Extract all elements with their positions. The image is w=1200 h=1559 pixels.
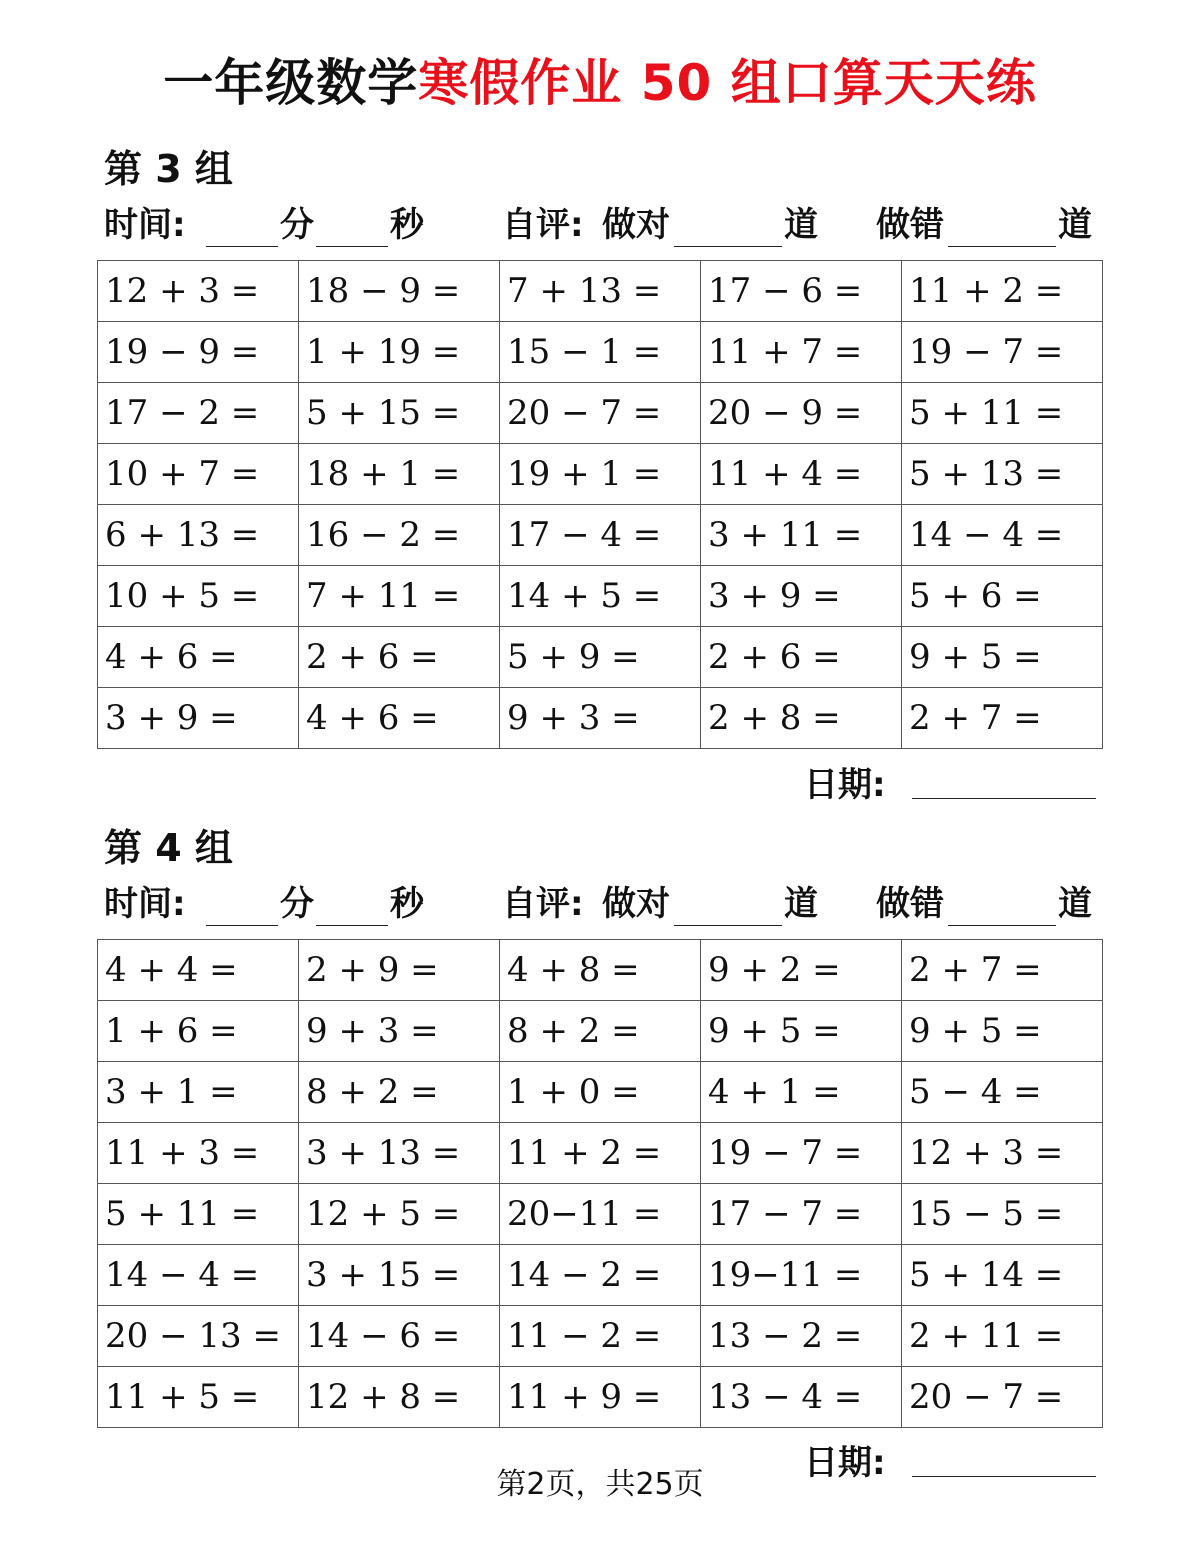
problem-cell[interactable]: 4 + 6 = (98, 627, 299, 688)
problem-cell[interactable]: 11 + 7 = (701, 322, 902, 383)
problem-cell[interactable]: 9 + 2 = (701, 940, 902, 1001)
minute-label: 分 (280, 205, 314, 245)
date-blank[interactable] (912, 798, 1096, 799)
minute-label: 分 (280, 884, 314, 924)
problem-cell[interactable]: 19 − 7 = (701, 1123, 902, 1184)
page-title-red: 寒假作业 50 组口算天天练 (418, 54, 1037, 112)
problem-cell[interactable]: 2 + 6 = (299, 627, 500, 688)
problem-cell[interactable]: 10 + 5 = (98, 566, 299, 627)
problem-cell[interactable]: 11 + 2 = (500, 1123, 701, 1184)
problem-cell[interactable]: 2 + 6 = (701, 627, 902, 688)
problem-cell[interactable]: 17 − 6 = (701, 261, 902, 322)
problem-cell[interactable]: 11 + 3 = (98, 1123, 299, 1184)
time-label: 时间: (104, 205, 186, 245)
wrong-unit: 道 (1058, 884, 1092, 924)
problem-cell[interactable]: 5 − 4 = (902, 1062, 1103, 1123)
problem-cell[interactable]: 1 + 6 = (98, 1001, 299, 1062)
problem-cell[interactable]: 13 − 4 = (701, 1367, 902, 1428)
problem-cell[interactable]: 5 + 9 = (500, 627, 701, 688)
table-row (98, 261, 1103, 322)
problem-cell[interactable]: 14 − 4 = (98, 1245, 299, 1306)
minute-blank[interactable] (206, 887, 278, 926)
problem-cell[interactable]: 11 + 4 = (701, 444, 902, 505)
table-row (98, 1123, 1103, 1184)
problem-table (97, 260, 1103, 749)
wrong-unit: 道 (1058, 205, 1092, 245)
problem-cell[interactable]: 3 + 15 = (299, 1245, 500, 1306)
problem-cell[interactable]: 1 + 19 = (299, 322, 500, 383)
problem-cell[interactable]: 18 − 9 = (299, 261, 500, 322)
problem-cell[interactable]: 12 + 8 = (299, 1367, 500, 1428)
problem-cell[interactable]: 9 + 3 = (500, 688, 701, 749)
info-row (104, 884, 1104, 931)
page-footer: 第2页，共25页 (496, 1467, 704, 1502)
table-row (98, 627, 1103, 688)
problem-cell[interactable]: 11 − 2 = (500, 1306, 701, 1367)
problem-cell[interactable]: 19 − 9 = (98, 322, 299, 383)
problem-cell[interactable]: 16 − 2 = (299, 505, 500, 566)
problem-cell[interactable]: 9 + 5 = (902, 627, 1103, 688)
problem-cell[interactable]: 5 + 11 = (98, 1184, 299, 1245)
date-label: 日期: (804, 1443, 886, 1483)
problem-cell[interactable]: 5 + 14 = (902, 1245, 1103, 1306)
problem-cell[interactable]: 17 − 4 = (500, 505, 701, 566)
problem-cell[interactable]: 12 + 3 = (902, 1123, 1103, 1184)
second-label: 秒 (390, 884, 424, 924)
problem-cell[interactable]: 8 + 2 = (299, 1062, 500, 1123)
table-row (98, 1062, 1103, 1123)
problem-cell[interactable]: 3 + 1 = (98, 1062, 299, 1123)
problem-cell[interactable]: 5 + 13 = (902, 444, 1103, 505)
correct-label: 做对 (602, 884, 670, 924)
table-row (98, 1184, 1103, 1245)
table-row (98, 444, 1103, 505)
problem-cell[interactable]: 6 + 13 = (98, 505, 299, 566)
wrong-blank[interactable] (948, 887, 1056, 926)
wrong-label: 做错 (876, 205, 944, 245)
problem-cell[interactable]: 18 + 1 = (299, 444, 500, 505)
problem-cell[interactable]: 2 + 8 = (701, 688, 902, 749)
table-row (98, 1367, 1103, 1428)
problem-cell[interactable]: 19−11 = (701, 1245, 902, 1306)
correct-unit: 道 (784, 884, 818, 924)
problem-cell[interactable]: 9 + 5 = (701, 1001, 902, 1062)
second-label: 秒 (390, 205, 424, 245)
wrong-blank[interactable] (948, 208, 1056, 247)
problem-table (97, 939, 1103, 1428)
problem-cell[interactable]: 8 + 2 = (500, 1001, 701, 1062)
problem-cell[interactable]: 20 − 7 = (500, 383, 701, 444)
problem-cell[interactable]: 5 + 11 = (902, 383, 1103, 444)
table-row (98, 1001, 1103, 1062)
date-label: 日期: (804, 765, 886, 805)
table-row (98, 505, 1103, 566)
problem-cell[interactable]: 3 + 9 = (98, 688, 299, 749)
problem-cell[interactable]: 19 + 1 = (500, 444, 701, 505)
correct-unit: 道 (784, 205, 818, 245)
problem-cell[interactable]: 15 − 1 = (500, 322, 701, 383)
problem-cell[interactable]: 20−11 = (500, 1184, 701, 1245)
info-row (104, 205, 1104, 252)
date-row (804, 765, 1104, 812)
second-blank[interactable] (316, 208, 388, 247)
table-row (98, 688, 1103, 749)
problem-cell[interactable]: 20 − 13 = (98, 1306, 299, 1367)
problem-cell[interactable]: 14 + 5 = (500, 566, 701, 627)
group-title: 第 3 组 (104, 147, 233, 191)
time-label: 时间: (104, 884, 186, 924)
problem-cell[interactable]: 17 − 7 = (701, 1184, 902, 1245)
problem-cell[interactable]: 5 + 15 = (299, 383, 500, 444)
problem-cell[interactable]: 4 + 1 = (701, 1062, 902, 1123)
problem-cell[interactable]: 4 + 4 = (98, 940, 299, 1001)
problem-cell[interactable]: 12 + 3 = (98, 261, 299, 322)
problem-cell[interactable]: 14 − 4 = (902, 505, 1103, 566)
problem-cell[interactable]: 2 + 11 = (902, 1306, 1103, 1367)
self-eval-label: 自评: (502, 884, 584, 924)
minute-blank[interactable] (206, 208, 278, 247)
problem-cell[interactable]: 13 − 2 = (701, 1306, 902, 1367)
problem-cell[interactable]: 10 + 7 = (98, 444, 299, 505)
table-row (98, 383, 1103, 444)
problem-cell[interactable]: 2 + 7 = (902, 940, 1103, 1001)
problem-cell[interactable]: 2 + 7 = (902, 688, 1103, 749)
problem-cell[interactable]: 15 − 5 = (902, 1184, 1103, 1245)
problem-cell[interactable]: 7 + 11 = (299, 566, 500, 627)
problem-cell[interactable]: 11 + 5 = (98, 1367, 299, 1428)
problem-cell[interactable]: 9 + 5 = (902, 1001, 1103, 1062)
table-row (98, 940, 1103, 1001)
correct-label: 做对 (602, 205, 670, 245)
problem-cell[interactable]: 3 + 13 = (299, 1123, 500, 1184)
problem-cell[interactable]: 5 + 6 = (902, 566, 1103, 627)
problem-cell[interactable]: 2 + 9 = (299, 940, 500, 1001)
problem-cell[interactable]: 11 + 2 = (902, 261, 1103, 322)
problem-cell[interactable]: 4 + 8 = (500, 940, 701, 1001)
page-title-black: 一年级数学 (163, 54, 419, 112)
table-row (98, 566, 1103, 627)
table-row (98, 1306, 1103, 1367)
problem-cell[interactable]: 14 − 2 = (500, 1245, 701, 1306)
problem-cell[interactable]: 3 + 9 = (701, 566, 902, 627)
problem-cell[interactable]: 1 + 0 = (500, 1062, 701, 1123)
correct-blank[interactable] (674, 208, 782, 247)
page-title (0, 54, 1200, 112)
correct-blank[interactable] (674, 887, 782, 926)
problem-cell[interactable]: 3 + 11 = (701, 505, 902, 566)
problem-cell[interactable]: 17 − 2 = (98, 383, 299, 444)
problem-cell[interactable]: 12 + 5 = (299, 1184, 500, 1245)
self-eval-label: 自评: (502, 205, 584, 245)
table-row (98, 1245, 1103, 1306)
second-blank[interactable] (316, 887, 388, 926)
group-title: 第 4 组 (104, 826, 233, 870)
problem-cell[interactable]: 9 + 3 = (299, 1001, 500, 1062)
wrong-label: 做错 (876, 884, 944, 924)
table-row (98, 322, 1103, 383)
problem-cell[interactable]: 19 − 7 = (902, 322, 1103, 383)
problem-cell[interactable]: 20 − 7 = (902, 1367, 1103, 1428)
problem-cell[interactable]: 11 + 9 = (500, 1367, 701, 1428)
problem-cell[interactable]: 20 − 9 = (701, 383, 902, 444)
problem-cell[interactable]: 4 + 6 = (299, 688, 500, 749)
problem-cell[interactable]: 14 − 6 = (299, 1306, 500, 1367)
problem-cell[interactable]: 7 + 13 = (500, 261, 701, 322)
